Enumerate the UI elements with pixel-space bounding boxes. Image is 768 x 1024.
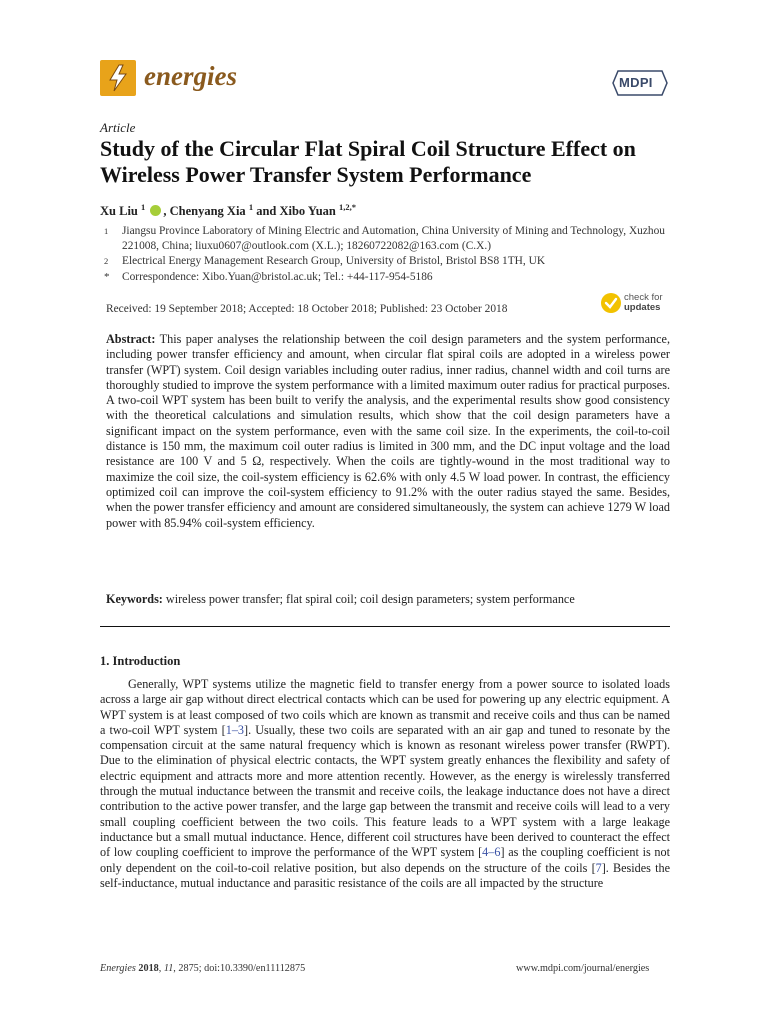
- orcid-icon[interactable]: [150, 205, 161, 216]
- abstract-label: Abstract:: [106, 332, 156, 346]
- section-heading: 1. Introduction: [100, 654, 181, 668]
- mdpi-logo-icon: [612, 70, 668, 96]
- author-separator: ,: [163, 204, 170, 219]
- correspondence-text: Correspondence: Xibo.Yuan@bristol.ac.uk; Tel.: +44-117-954-5186: [122, 271, 433, 283]
- abstract-text: This paper analyses the relationship between the coil design parameters and the system performance, including power transfer efficiency and amount, when circular flat spiral coils are adopted in a wireless power transfer (WPT) system. Coil design variables including outer radius, inner radius, channel width and coil turns are thoroughly studied to improve the system performance with a limited maximum outer radius for practical purposes. A two-coil WPT system has been built to verify the analysis, and the experimental results show good consistency with the theoretical calculations and simulation results, which show that the coil design parameters have a significant impact on the system performance, even with the same coil size. In the experiments, the coil-to-coil distance is 150 mm, the maximum coil outer radius is limited in 300 mm, and the DC input voltage and the load resistance are 100 V and 5 Ω, respectively. When the coils are tightly-wound in the most traditional way to maximize the coil size, the coil-system efficiency is 62.6% with only 4.5 W load power. In contrast, the efficiency optimized coil can improve the coil-system efficiency to 91.2% with the outer radius stayed the same. Besides, when the power transfer efficiency and amount are considered simultaneously, the system can achieve 1279 W load power with 85.94% coil-system efficiency.: [106, 332, 670, 530]
- journal-name: energies: [144, 61, 237, 91]
- check-updates-line1: check for: [624, 292, 663, 303]
- publication-dates: Received: 19 September 2018; Accepted: 18 October 2018; Published: 23 October 2018: [106, 303, 508, 315]
- body-text: Generally, WPT systems utilize the magnetic field to transfer energy from a power source to isolated loads across a large air gap without direct electrical contacts which can be used for powering up any electric equipment. A WPT system is at least composed of two coils which are known as transmit and receive coils and thus can be named a two-coil WPT system [: [100, 677, 670, 737]
- affiliation-mark: 2: [104, 256, 109, 266]
- affiliation-text: Jiangsu Province Laboratory of Mining Electric and Automation, China University of Mining and Technology, Xuzhou 221008, China; liuxu0607@outlook.com (X.L.); 18260722082@163.com (C.X.): [122, 225, 666, 252]
- check-for-updates-badge[interactable]: [600, 292, 674, 318]
- author-name[interactable]: Xibo Yuan: [279, 204, 336, 219]
- footer-year: 2018: [138, 963, 159, 974]
- author-name[interactable]: Xu Liu: [100, 204, 138, 219]
- body-paragraph: [100, 677, 670, 891]
- author-separator: and: [253, 204, 280, 219]
- author-affiliation-mark: 1: [248, 202, 254, 212]
- affiliation-mark: 1: [104, 226, 109, 236]
- author-affiliation-mark: 1: [141, 202, 146, 212]
- section-divider: [100, 626, 670, 627]
- check-updates-icon: [600, 292, 622, 314]
- keywords-label: Keywords:: [106, 592, 163, 606]
- keywords-text: wireless power transfer; flat spiral coil; coil design parameters; system performance: [162, 592, 575, 606]
- body-text: ]. Usually, these two coils are separated with an air gap and tuned to resonate by the compensation circuit at the same natural frequency which is known as resonant wireless power transfer (RWPT). Due to the elimination of physical electric contacts, the WPT system greatly enhances the flexibility and safety of electric equipment and attracts more and more attention recently. However, as the energy is wirelessly transferred through the mutual inductance between the transmit and receive coils, the leakage inductance does not have a direct contribution to the active power transfer, and the large gap between the transmit and receive coils will lead to a very small coupling coefficient between the two coils. This feature leads to a WPT system with a large leakage inductance but a small mutual inductance. Hence, different coil structures have been derived to counteract the effect of low coupling coefficient to improve the performance of the WPT system [: [100, 722, 670, 860]
- author-affiliation-mark: 1,2,*: [339, 202, 356, 212]
- paper-title: Study of the Circular Flat Spiral Coil Structure Effect on Wireless Power Transfer System Performance: [100, 136, 636, 187]
- publisher-name: MDPI: [619, 75, 653, 90]
- footer-journal-url[interactable]: www.mdpi.com/journal/energies: [516, 963, 650, 974]
- journal-logo-icon: [100, 60, 136, 96]
- footer-doi: , 2875; doi:10.3390/en11112875: [173, 963, 306, 974]
- body-text: ] as the coupling coefficient is not only dependent on the coil-to-coil relative position, but also depends on the structure of the coils [: [100, 845, 670, 875]
- citation-link[interactable]: 7: [595, 860, 602, 875]
- article-type-label: Article: [100, 120, 136, 135]
- check-updates-line2: updates: [624, 302, 661, 313]
- footer-journal: Energies: [100, 963, 136, 974]
- abstract: [106, 332, 670, 531]
- keywords: [106, 592, 670, 607]
- author-name[interactable]: Chenyang Xia: [169, 204, 246, 219]
- correspondence-mark: *: [104, 271, 110, 283]
- affiliation-text: Electrical Energy Management Research Group, University of Bristol, Bristol BS8 1TH, UK: [122, 255, 546, 267]
- body-text: ]. Besides the self-inductance, mutual inductance and parasitic resistance of the coils are all impacted by the structure: [100, 860, 670, 890]
- footer-citation: Energies 2018, 11, 2875; doi:10.3390/en11112875: [100, 963, 306, 974]
- citation-link[interactable]: 1–3: [225, 722, 245, 737]
- citation-link[interactable]: 4–6: [482, 845, 501, 860]
- author-list: [100, 202, 356, 219]
- footer-volume: 11: [163, 963, 174, 974]
